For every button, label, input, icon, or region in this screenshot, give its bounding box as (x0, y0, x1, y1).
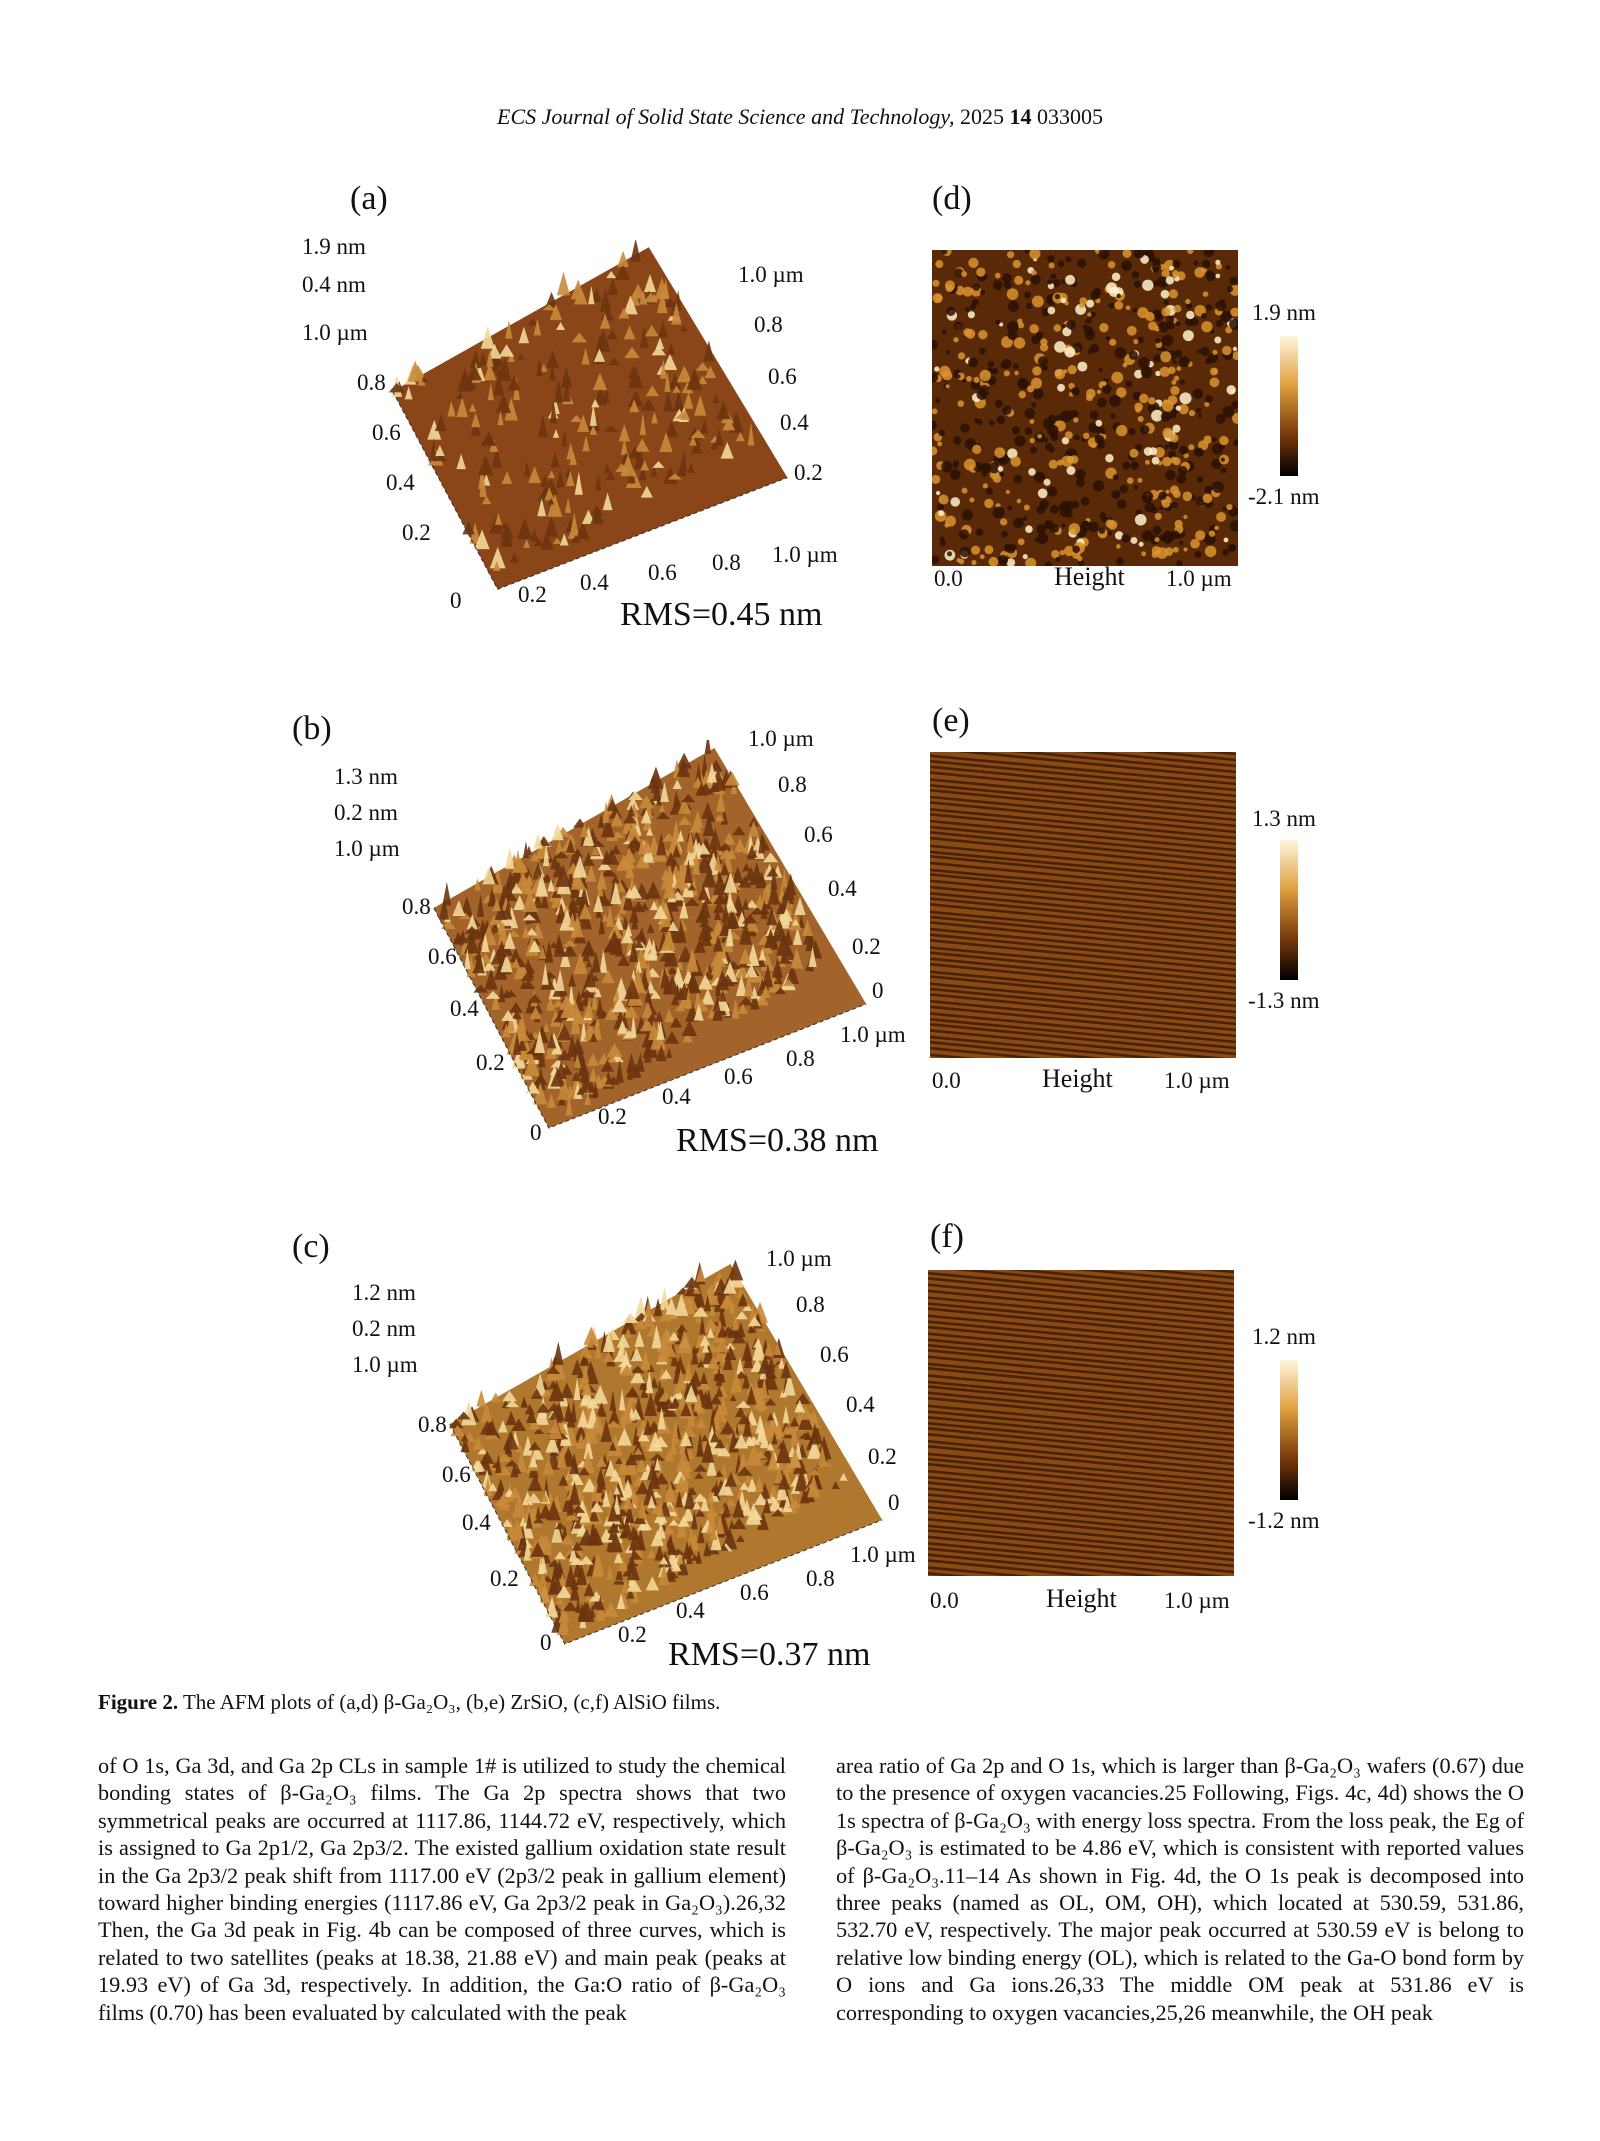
panel-f-scale-max: 1.2 nm (1252, 1324, 1316, 1349)
panel-b-rtick-0: 1.0 µm (748, 726, 814, 751)
panel-a-ytick-1: 0.8 (357, 370, 386, 395)
panel-b-ytick-0: 1.0 µm (334, 836, 400, 861)
panel-label-d: (d) (932, 180, 972, 217)
body-right-column (836, 1752, 1524, 2026)
panel-label-b: (b) (292, 710, 332, 747)
panel-b-ytick-4: 0.2 (476, 1050, 505, 1075)
panel-b-rtick-1: 0.8 (778, 772, 807, 797)
panel-c-3d-surface (436, 1256, 896, 1656)
panel-c-xtick-0: 0 (540, 1630, 552, 1655)
panel-b-xtick-3: 0.6 (724, 1064, 753, 1089)
panel-a-rtick-4: 0.2 (794, 460, 823, 485)
right-paragraph: area ratio of Ga 2p and O 1s, which is larger than β-Ga₂O₃ wafers (0.67) due to the presence of oxygen vacancies.25 Following, Figs. 4c, 4d) shows the O 1s spectra of β-Ga₂O₃ with energy loss spectra. From the loss peak, the Eg of β-Ga₂O₃ is estimated to be 4.86 eV, which is consistent with reported values of β-Ga₂O₃.11–14 As shown in Fig. 4d, the O 1s peak is decomposed into three peaks (named as OL, OM, OH), which located at 530.59, 531.86, 532.70 eV, respectively. The major peak occurred at 530.59 eV is belong to relative low binding energy (OL), which is related to the Ga-O bond form by O ions and Ga ions.26,33 The middle OM peak at 531.86 eV is corresponding to oxygen vacancies,25,26 meanwhile, the OH peak (836, 1753, 1524, 2025)
panel-c-ytick-2: 0.6 (442, 1462, 471, 1487)
panel-label-c: (c) (292, 1228, 330, 1265)
panel-a-xtick-4: 0.8 (712, 550, 741, 575)
panel-a-zmid: 0.4 nm (302, 272, 366, 297)
panel-a-rtick-1: 0.8 (754, 312, 783, 337)
panel-f-colorbar (1280, 1360, 1298, 1500)
panel-c-ytick-1: 0.8 (418, 1412, 447, 1437)
panel-label-a: (a) (350, 180, 388, 217)
panel-e-height-map (930, 752, 1236, 1058)
panel-c-ytick-4: 0.2 (490, 1566, 519, 1591)
panel-d-x-start: 0.0 (934, 566, 963, 591)
panel-f-x-end: 1.0 µm (1164, 1588, 1230, 1613)
journal-volume: 14 (1009, 104, 1032, 129)
panel-b-ytick-3: 0.4 (450, 996, 479, 1021)
panel-c-xtick-3: 0.6 (740, 1580, 769, 1605)
panel-c-rtick-3: 0.4 (846, 1392, 875, 1417)
panel-b-xtick-4: 0.8 (786, 1046, 815, 1071)
panel-a-xtick-0: 0 (450, 588, 462, 613)
panel-e-scale-min: -1.3 nm (1248, 988, 1320, 1013)
panel-f-x-start: 0.0 (930, 1588, 959, 1613)
panel-label-e: (e) (932, 702, 970, 739)
body-left-column (98, 1752, 786, 2026)
panel-a-rtick-0: 1.0 µm (738, 262, 804, 287)
panel-a-xtick-3: 0.6 (648, 560, 677, 585)
panel-c-rtick-2: 0.6 (820, 1342, 849, 1367)
panel-e-colorbar (1280, 840, 1298, 980)
panel-b-rtick-4: 0.2 (852, 934, 881, 959)
panel-a-xtick-2: 0.4 (580, 570, 609, 595)
panel-c-rms: RMS=0.37 nm (668, 1636, 871, 1673)
panel-b-xtick-2: 0.4 (662, 1084, 691, 1109)
panel-b-zmid: 0.2 nm (334, 800, 398, 825)
panel-a-ytick-3: 0.4 (386, 470, 415, 495)
panel-b-rms: RMS=0.38 nm (676, 1122, 879, 1159)
panel-b-xtick-5: 1.0 µm (840, 1022, 906, 1047)
panel-a-zmax: 1.9 nm (302, 234, 366, 259)
panel-e-x-start: 0.0 (932, 1068, 961, 1093)
panel-a-ytick-2: 0.6 (372, 420, 401, 445)
panel-c-xtick-1: 0.2 (618, 1622, 647, 1647)
panel-a-ytick-4: 0.2 (402, 520, 431, 545)
panel-d-height-map (932, 250, 1238, 566)
panel-b-ytick-2: 0.6 (428, 944, 457, 969)
running-header: ECS Journal of Solid State Science and Technology, 2025 14 033005 (497, 104, 1103, 129)
journal-year: 2025 (959, 104, 1004, 129)
panel-b-rtick-3: 0.4 (828, 876, 857, 901)
panel-f-scale-min: -1.2 nm (1248, 1508, 1320, 1533)
panel-e-x-label: Height (1042, 1064, 1113, 1093)
panel-c-xtick-4: 0.8 (806, 1566, 835, 1591)
panel-e-scale-max: 1.3 nm (1252, 806, 1316, 831)
caption-label: Figure 2. (98, 1690, 179, 1714)
panel-a-rms: RMS=0.45 nm (620, 596, 823, 633)
panel-d-x-label: Height (1054, 562, 1125, 591)
panel-c-rtick-5: 0 (888, 1490, 900, 1515)
panel-a-ytick-0: 1.0 µm (302, 320, 368, 345)
panel-c-rtick-4: 0.2 (868, 1444, 897, 1469)
panel-d-scale-min: -2.1 nm (1248, 484, 1320, 509)
panel-a-rtick-2: 0.6 (768, 364, 797, 389)
panel-b-zmax: 1.3 nm (334, 764, 398, 789)
panel-b-rtick-2: 0.6 (804, 822, 833, 847)
panel-a-3d-surface (380, 240, 800, 600)
journal-name: ECS Journal of Solid State Science and Technology (497, 104, 949, 129)
panel-c-ytick-3: 0.4 (462, 1510, 491, 1535)
panel-c-zmid: 0.2 nm (352, 1316, 416, 1341)
panel-d-scale-max: 1.9 nm (1252, 300, 1316, 325)
panel-b-rtick-5: 0 (872, 978, 884, 1003)
panel-c-xtick-2: 0.4 (676, 1598, 705, 1623)
panel-f-height-map (928, 1270, 1234, 1576)
caption-text: The AFM plots of (a,d) β-Ga₂O₃, (b,e) ZrSiO, (c,f) AlSiO films. (182, 1690, 721, 1714)
figure-caption (98, 1690, 720, 1715)
panel-b-ytick-1: 0.8 (402, 894, 431, 919)
panel-c-zmax: 1.2 nm (352, 1280, 416, 1305)
panel-c-rtick-0: 1.0 µm (766, 1246, 832, 1271)
panel-a-xtick-5: 1.0 µm (772, 542, 838, 567)
panel-d-x-end: 1.0 µm (1166, 566, 1232, 591)
panel-b-xtick-1: 0.2 (598, 1104, 627, 1129)
panel-c-ytick-0: 1.0 µm (352, 1352, 418, 1377)
panel-f-x-label: Height (1046, 1584, 1117, 1613)
panel-b-3d-surface (420, 740, 880, 1140)
panel-a-rtick-3: 0.4 (780, 410, 809, 435)
panel-e-x-end: 1.0 µm (1164, 1068, 1230, 1093)
panel-b-xtick-0: 0 (530, 1120, 542, 1145)
left-paragraph: of O 1s, Ga 3d, and Ga 2p CLs in sample 1# is utilized to study the chemical bonding states of β-Ga₂O₃ films. The Ga 2p spectra shows that two symmetrical peaks are occurred at 1117.86, 1144.72 eV, respectively, which is assigned to Ga 2p1/2, Ga 2p3/2. The existed gallium oxidation state result in the Ga 2p3/2 peak shift from 1117.00 eV (2p3/2 peak in gallium element) toward higher binding energies (1117.86 eV, Ga 2p3/2 peak in Ga₂O₃).26,32 Then, the Ga 3d peak in Fig. 4b can be composed of three curves, which is related to two satellites (peaks at 18.38, 21.88 eV) and main peak (peaks at 19.93 eV) of Ga 3d, respectively. In addition, the Ga:O ratio of β-Ga₂O₃ films (0.70) has been evaluated by calculated with the peak (98, 1753, 786, 2025)
article-number: 033005 (1036, 104, 1103, 129)
panel-a-xtick-1: 0.2 (518, 582, 547, 607)
panel-d-colorbar (1280, 336, 1298, 476)
panel-label-f: (f) (930, 1218, 964, 1255)
panel-c-xtick-5: 1.0 µm (850, 1542, 916, 1567)
afm-figure (0, 170, 1600, 1690)
panel-c-rtick-1: 0.8 (796, 1292, 825, 1317)
